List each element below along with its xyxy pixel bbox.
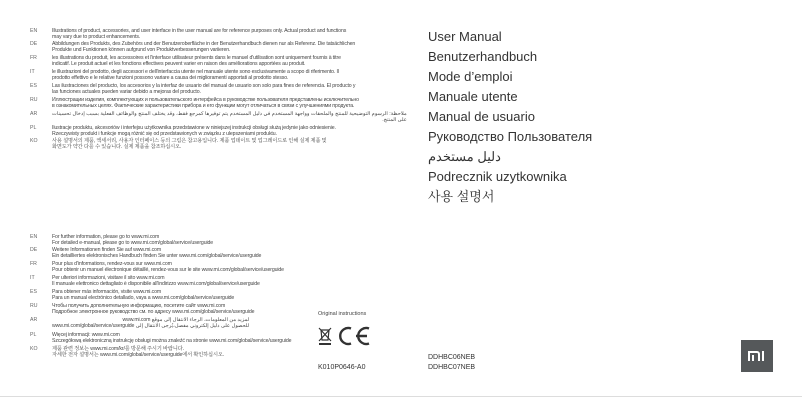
text-line: Pour obtenir un manuel électronique détaillé, rendez-vous sur le site www.mi.com/global/service/userguide xyxy=(52,267,284,274)
language-code: PL xyxy=(30,125,37,131)
info-paragraph-en xyxy=(30,234,213,247)
title-en: User Manual xyxy=(428,29,502,44)
title-ko: 사용 설명서 xyxy=(428,189,495,204)
mi-logo xyxy=(741,340,773,372)
text-line: 제품 관련 정보는 www.mi.com/kr/를 방문해 주시기 바랍니다. xyxy=(52,346,184,352)
title-pl: Podrecznik uzytkownika xyxy=(428,169,567,184)
language-code: IT xyxy=(30,69,35,75)
disclaimer-paragraph-en xyxy=(30,28,346,41)
text-line: Подробное электронное руководство см. по адресу www.mi.com/global/service/userguide xyxy=(52,309,255,316)
title-fr: Mode d’emploi xyxy=(428,69,513,84)
text-line: Szczegółową elektroniczną instrukcję obsługi można znaleźć na stronie www.mi.com/global/service/userguide xyxy=(52,338,292,345)
text-line: Ein detailliertes elektronisches Handbuch finden Sie unter www.mi.com/global/service/userguide xyxy=(52,253,262,260)
text-line: indicatif. Le produit actuel et les fonctions effectives peuvent varier en raison des améliorations apportées au produit. xyxy=(52,61,306,68)
info-paragraph-fr xyxy=(30,261,284,274)
text-line: в ознакомительных целях. Фактические характеристики прибора и его функции могут отличаться в связи с улучшениями продукта. xyxy=(52,103,355,110)
disclaimer-paragraph-it xyxy=(30,69,339,82)
text-line: ملاحظة: الرسوم التوضيحية للمنتج والملحقات وواجهة المستخدم في دليل المستخدم يتم توفيرها كمرجع فقط، وقد يختلف المنتج والوظائف الفعلية بسبب إدخال تحسينات xyxy=(52,111,407,117)
info-paragraph-es xyxy=(30,289,234,302)
info-paragraph-de xyxy=(30,247,261,260)
language-code: AR xyxy=(30,317,38,323)
weee-bin-icon xyxy=(318,326,332,346)
text-line: le illustrazioni del prodotto, degli accessori e dell'interfaccia utente nel manuale utente sono esclusivamente a scopo di riferimento. Il xyxy=(52,69,339,75)
ce-mark-icon xyxy=(336,326,372,346)
disclaimer-paragraph-ko xyxy=(30,138,327,151)
text-line: للحصول على دليل إلكتروني مفصل،يُرجى الانتقال إلى www.mi.com/global/service/userguide xyxy=(52,323,250,330)
text-line: Las ilustraciones del producto, los accesorios y la interfaz de usuario del manual de usuario son solo para fines de referencia. El producto y xyxy=(52,83,356,89)
language-code: IT xyxy=(30,275,35,281)
text-line: على المنتج. xyxy=(382,117,407,124)
info-paragraph-ko xyxy=(30,346,224,359)
text-line: 자세한 전자 설명서는 www.mi.com/global/service/userguide에서 확인하십시오. xyxy=(52,352,225,359)
text-line: Rzeczywisty produkt i funkcje mogą różnić się od przedstawionych w związku z ulepszeniami produktu. xyxy=(52,131,277,138)
text-line: Weitere Informationen finden Sie auf www.mi.com xyxy=(52,247,162,253)
text-line: Il manuale elettronico dettagliato è disponibile all'indirizzo www.mi.com/global/service/userguide xyxy=(52,281,260,288)
text-line: 사용 설명서의 제품, 액세서리, 사용자 인터페이스 등의 그림은 참고용입니다. 제품 업데이트 및 업그레이드로 인해 실제 제품 및 xyxy=(52,138,327,144)
language-code: KO xyxy=(30,346,38,352)
model-number: DDHBC07NEB xyxy=(428,363,476,371)
language-code: AR xyxy=(30,111,38,117)
language-code: RU xyxy=(30,97,38,103)
text-line: las funciones actuales pueden variar debido a mejoras del producto. xyxy=(52,89,201,96)
language-code: ES xyxy=(30,289,37,295)
disclaimer-paragraph-de xyxy=(30,41,355,54)
info-paragraph-pl xyxy=(30,332,291,345)
text-line: Para un manual electrónico detallado, vaya a www.mi.com/global/service/userguide xyxy=(52,295,235,302)
language-code: ES xyxy=(30,83,37,89)
language-code: DE xyxy=(30,247,38,253)
manual-titles xyxy=(428,27,592,207)
original-instructions: Original instructions xyxy=(318,311,367,317)
mi-logo-icon xyxy=(748,351,766,361)
document-code: K010P0646-A0 xyxy=(318,364,366,371)
disclaimer-paragraph-ru xyxy=(30,97,359,110)
language-code: FR xyxy=(30,55,37,61)
bottom-divider xyxy=(0,396,802,397)
disclaimer-paragraph-fr xyxy=(30,55,341,68)
language-code: DE xyxy=(30,41,38,47)
text-line: Produkte und Funktionen können aufgrund von Produktverbesserungen variieren. xyxy=(52,47,231,54)
language-code: EN xyxy=(30,234,38,240)
text-line: Więcej informacji: www.mi.com xyxy=(52,332,120,338)
text-line: 화면도가 약간 다를 수 있습니다. 실제 제품을 참조하십시오. xyxy=(52,144,182,151)
text-line: Иллюстрации изделия, комплектующих и пользовательского интерфейса в руководстве пользователя представлены исключительно xyxy=(52,97,359,103)
title-ar: دليل مستخدم xyxy=(428,149,501,164)
model-number: DDHBC06NEB xyxy=(428,354,476,361)
text-line: Illustrations of product, accessories, and user interface in the user manual are for reference purposes only. Actual product and functions xyxy=(52,28,347,34)
text-line: For further information, please go to www.mi.com xyxy=(52,234,160,240)
info-paragraph-it xyxy=(30,275,260,288)
disclaimer-paragraph-ar xyxy=(30,111,407,124)
text-line: Pour plus d'informations, rendez-vous sur www.mi.com xyxy=(52,261,172,267)
disclaimer-paragraph-pl xyxy=(30,125,336,138)
language-code: PL xyxy=(30,332,37,338)
text-line: Para obtener más información, visite www.mi.com xyxy=(52,289,162,295)
language-code: KO xyxy=(30,138,38,144)
disclaimer-paragraph-es xyxy=(30,83,355,96)
info-paragraph-ru xyxy=(30,303,254,316)
title-it: Manuale utente xyxy=(428,89,518,104)
text-line: لمزيد من المعلومات، الرجاء الانتقال إلى موقع www.mi.com xyxy=(122,317,250,323)
info-paragraph-ar xyxy=(30,317,249,330)
language-code: EN xyxy=(30,28,38,34)
text-line: prodotto effettivo e le relative funzioni possono variare a causa dei miglioramenti apportati al prodotto stesso. xyxy=(52,75,289,82)
title-de: Benutzerhandbuch xyxy=(428,49,538,64)
text-line: Ilustracje produktu, akcesoriów i interfejsu użytkownika przedstawione w niniejszej instrukcji obsługi służą jedynie jako odniesienie. xyxy=(52,125,336,131)
text-line: For detailed e-manual, please go to www.mi.com/global/service/userguide xyxy=(52,240,214,247)
text-line: Per ulteriori informazioni, visitare il sito www.mi.com xyxy=(52,275,165,281)
title-ru: Руководство Пользователя xyxy=(428,129,593,144)
model-numbers xyxy=(428,353,475,372)
text-line: les illustrations du produit, les accessoires et l'interface utilisateur présents dans le manuel d'utilisation sont uniquement fournis à titre xyxy=(52,55,341,61)
language-code: FR xyxy=(30,261,37,267)
title-ar-row xyxy=(428,147,592,167)
language-code: RU xyxy=(30,303,38,309)
title-es: Manual de usuario xyxy=(428,109,535,124)
text-line: may vary due to product enhancements. xyxy=(52,34,141,41)
text-line: Abbildungen des Produkts, des Zubehörs und der Benutzeroberfläche in der Benutzerhandbuch dienen nur als Referenz. Die tatsächlichen xyxy=(52,41,356,47)
text-line: Чтобы получить дополнительную информацию, посетите сайт www.mi.com xyxy=(52,303,226,309)
